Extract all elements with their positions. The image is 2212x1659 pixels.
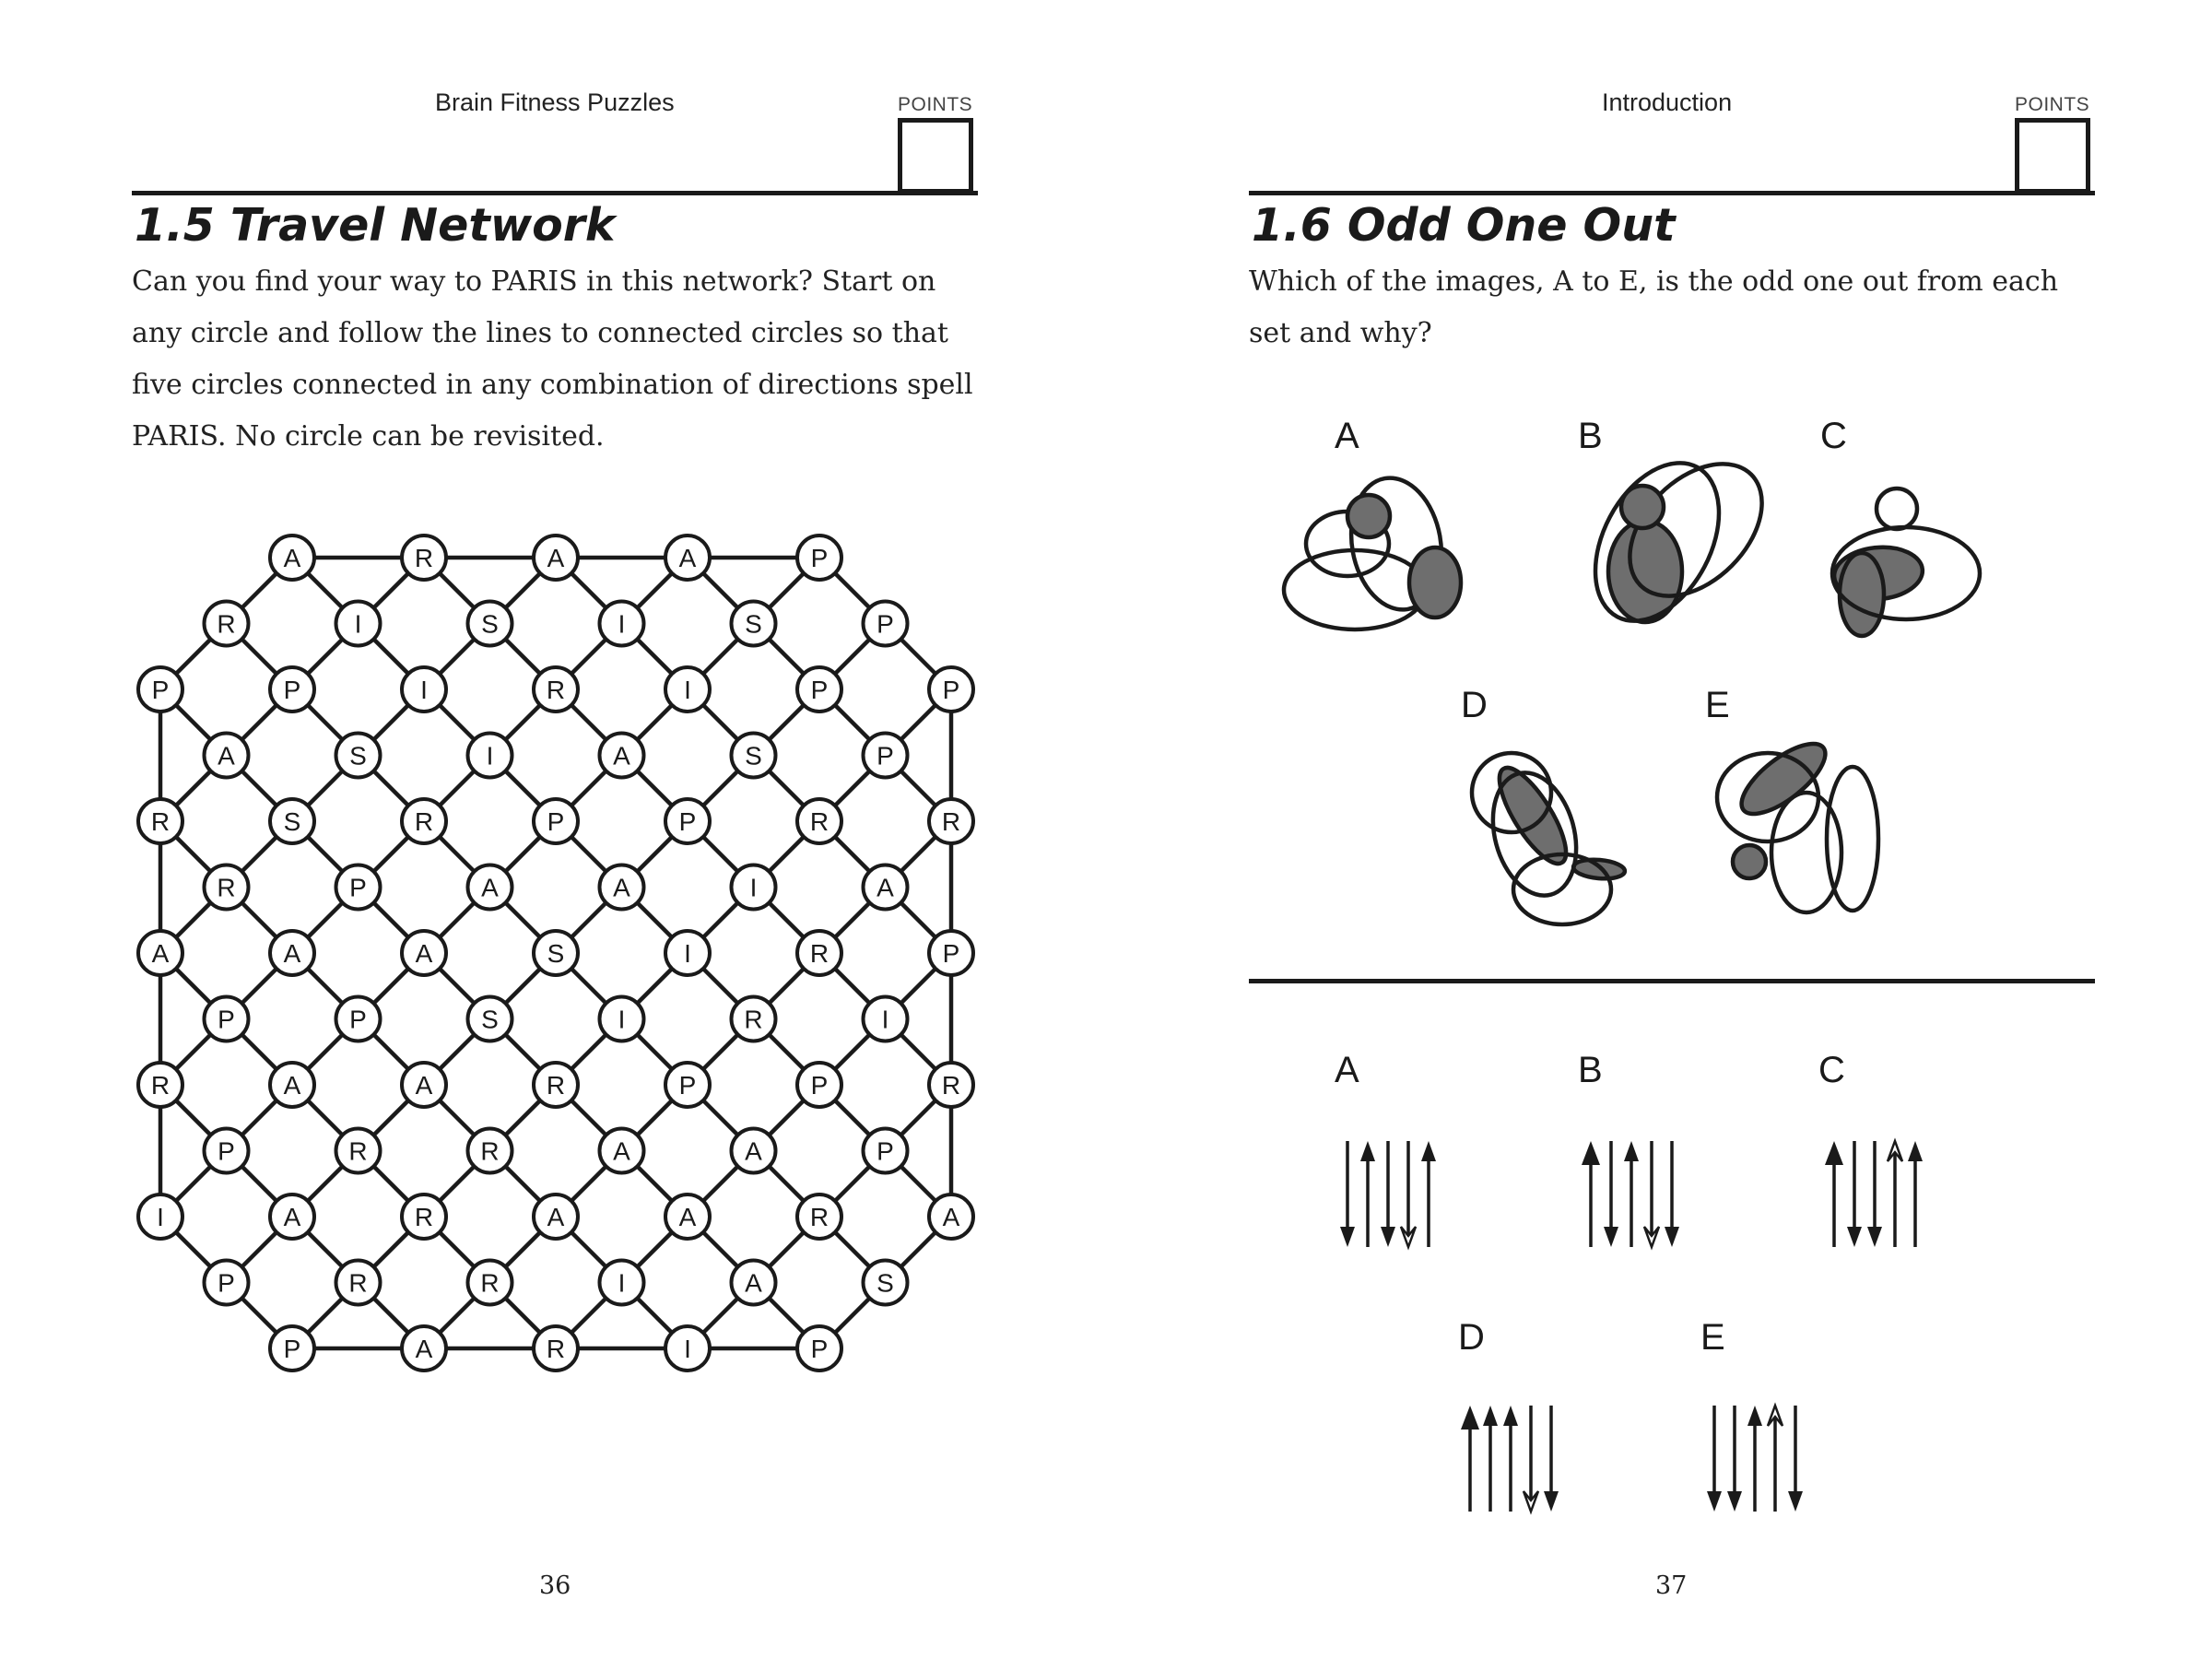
down-arrow	[1867, 1141, 1882, 1247]
network-node-letter: R	[546, 1335, 566, 1363]
up-arrow	[1582, 1141, 1600, 1247]
section-divider	[1249, 979, 2095, 983]
running-head: Brain Fitness Puzzles	[435, 88, 675, 116]
up-arrow	[1624, 1141, 1639, 1247]
network-node-letter: A	[745, 1268, 762, 1298]
network-node-letter: P	[547, 807, 565, 836]
up-arrow	[1825, 1141, 1843, 1247]
network-node-letter: R	[217, 873, 236, 902]
network-node-letter: I	[486, 741, 494, 771]
network-node-letter: R	[744, 1005, 763, 1034]
network-node-letter: I	[618, 1268, 626, 1298]
down-arrow	[1544, 1406, 1559, 1512]
down-arrow	[1401, 1141, 1416, 1247]
up-arrow	[1483, 1406, 1498, 1512]
network-node-letter: P	[218, 1005, 235, 1034]
network-node-letter: A	[151, 939, 170, 968]
ellipse-figure-b	[1571, 439, 1787, 641]
page-number: 36	[539, 1571, 571, 1600]
puzzle-instructions: Can you find your way to PARIS in this network? Start on any circle and follow the lines to connected circles so that five circles connected in any combination of directions spell PARIS. No circle can be revisited.	[132, 265, 973, 453]
network-node-letter: R	[809, 807, 830, 836]
network-node-letter: S	[349, 741, 367, 771]
network-node-letter: P	[810, 1071, 829, 1100]
network-node-letter: P	[218, 1136, 235, 1166]
network-node-letter: P	[810, 676, 829, 704]
network-node-letter: A	[942, 1203, 960, 1231]
network-node-letter: P	[810, 544, 829, 572]
set1-label-e: E	[1705, 685, 1730, 725]
down-arrow	[1604, 1141, 1618, 1247]
ellipse-figure-e	[1717, 732, 1878, 912]
ellipse-figure-d	[1472, 753, 1626, 924]
ellipse-figure-c	[1832, 488, 1980, 636]
down-arrow	[1707, 1406, 1722, 1512]
network-node-letter: P	[678, 807, 697, 836]
set1-label-c: C	[1820, 416, 1847, 456]
network-node-letter: S	[745, 741, 762, 771]
network-node-letter: R	[480, 1136, 500, 1166]
network-node-letter: P	[810, 1335, 829, 1363]
set2-label-d: D	[1458, 1317, 1485, 1358]
points-label: POINTS	[898, 94, 973, 115]
down-arrow	[1524, 1406, 1538, 1512]
network-node-letter: P	[349, 873, 367, 902]
network-node-letter: P	[678, 1071, 697, 1100]
up-arrow	[1503, 1406, 1518, 1512]
up-arrow	[1421, 1141, 1436, 1247]
network-node-letter: I	[354, 609, 362, 639]
network-node-letter: P	[283, 676, 301, 704]
network-node-letter: R	[150, 807, 171, 836]
network-node-letter: I	[684, 939, 691, 968]
down-arrow	[1644, 1141, 1659, 1247]
right-page	[1106, 0, 2212, 1659]
network-node-letter: A	[415, 939, 433, 968]
arrow-figure-d	[1461, 1406, 1559, 1512]
network-node-letter: A	[613, 1136, 630, 1166]
network-node-letter: S	[481, 1005, 499, 1034]
set1-label-b: B	[1578, 416, 1603, 456]
set2-label-e: E	[1700, 1317, 1725, 1358]
set2-label-b: B	[1578, 1050, 1603, 1090]
network-node-letter: A	[283, 1203, 301, 1231]
network-node-letter: I	[618, 1005, 626, 1034]
set2-label-a: A	[1335, 1050, 1359, 1090]
set1-label-a: A	[1335, 416, 1359, 456]
puzzle-title: 1.6 Odd One Out	[1252, 199, 1676, 252]
puzzle-title: 1.5 Travel Network	[135, 199, 616, 252]
network-node-letter: S	[283, 807, 301, 836]
running-head: Introduction	[1602, 88, 1733, 116]
network-node-letter: A	[678, 1203, 697, 1231]
ellipse-figure-a	[1284, 471, 1461, 629]
network-node-letter: A	[415, 1335, 433, 1363]
network-node-letter: A	[283, 1071, 301, 1100]
network-node-letter: R	[941, 807, 961, 836]
network-node-letter: A	[613, 741, 630, 771]
network-node-letter: R	[414, 807, 434, 836]
network-node-letter: I	[684, 1335, 691, 1363]
network-node-letter: P	[877, 609, 894, 639]
network-node-letter: P	[877, 1136, 894, 1166]
network-node-letter: P	[942, 676, 960, 704]
network-node-letter: R	[348, 1136, 368, 1166]
network-node-letter: A	[547, 544, 565, 572]
network-node-letter: A	[547, 1203, 565, 1231]
network-node-letter: R	[546, 1071, 566, 1100]
network-node-letter: P	[218, 1268, 235, 1298]
network-node-letter: A	[283, 544, 301, 572]
down-arrow	[1665, 1141, 1679, 1247]
up-arrow	[1908, 1141, 1923, 1247]
down-arrow	[1727, 1406, 1742, 1512]
network-node-letter: S	[745, 609, 762, 639]
up-arrow	[1747, 1406, 1762, 1512]
network-node-letter: P	[151, 676, 170, 704]
network-node-letter: A	[218, 741, 235, 771]
network-node-letter: R	[809, 1203, 830, 1231]
network-node-letter: I	[157, 1203, 164, 1231]
network-node-letter: P	[877, 741, 894, 771]
network-node-letter: I	[618, 609, 626, 639]
set1-label-d: D	[1461, 685, 1488, 725]
arrow-figure-a	[1340, 1141, 1436, 1247]
down-arrow	[1847, 1141, 1862, 1247]
arrow-figure-b	[1582, 1141, 1679, 1247]
network-node-letter: A	[745, 1136, 762, 1166]
network-node-letter: R	[941, 1071, 961, 1100]
network-node-letter: R	[480, 1268, 500, 1298]
network-node-letter: P	[349, 1005, 367, 1034]
network-node-letter: I	[749, 873, 758, 902]
network-node-letter: A	[613, 873, 630, 902]
network-node-letter: A	[481, 873, 499, 902]
arrow-figure-e	[1707, 1406, 1803, 1512]
points-label: POINTS	[2015, 94, 2090, 115]
up-arrow	[1360, 1141, 1375, 1247]
network-node-letter: R	[414, 1203, 434, 1231]
up-arrow	[1768, 1406, 1783, 1512]
arrow-figure-c	[1825, 1141, 1923, 1247]
down-arrow	[1788, 1406, 1803, 1512]
network-node-letter: R	[414, 544, 434, 572]
network-node-letter: I	[684, 676, 691, 704]
network-node-letter: R	[348, 1268, 368, 1298]
network-node-letter: P	[942, 939, 960, 968]
network-node-letter: S	[547, 939, 565, 968]
network-node-letter: R	[217, 609, 236, 639]
set2-label-c: C	[1818, 1050, 1845, 1090]
network-node-letter: A	[415, 1071, 433, 1100]
network-node-letter: S	[481, 609, 499, 639]
odd-one-out-figures	[1106, 0, 2212, 1659]
network-node-letter: I	[420, 676, 428, 704]
network-node-letter: I	[881, 1005, 889, 1034]
up-arrow	[1888, 1141, 1902, 1247]
up-arrow	[1461, 1406, 1479, 1512]
network-node-letter: S	[877, 1268, 894, 1298]
network-node-letter: R	[150, 1071, 171, 1100]
network-node-letter: R	[809, 939, 830, 968]
network-node-letter: A	[877, 873, 894, 902]
down-arrow	[1381, 1141, 1395, 1247]
down-arrow	[1340, 1141, 1355, 1247]
network-node-letter: R	[546, 676, 566, 704]
network-node-letter: P	[283, 1335, 301, 1363]
network-node-letter: A	[283, 939, 301, 968]
puzzle-instructions: Which of the images, A to E, is the odd one out from each set and why?	[1249, 265, 2059, 349]
page-number: 37	[1655, 1571, 1688, 1600]
network-node-letter: A	[678, 544, 697, 572]
